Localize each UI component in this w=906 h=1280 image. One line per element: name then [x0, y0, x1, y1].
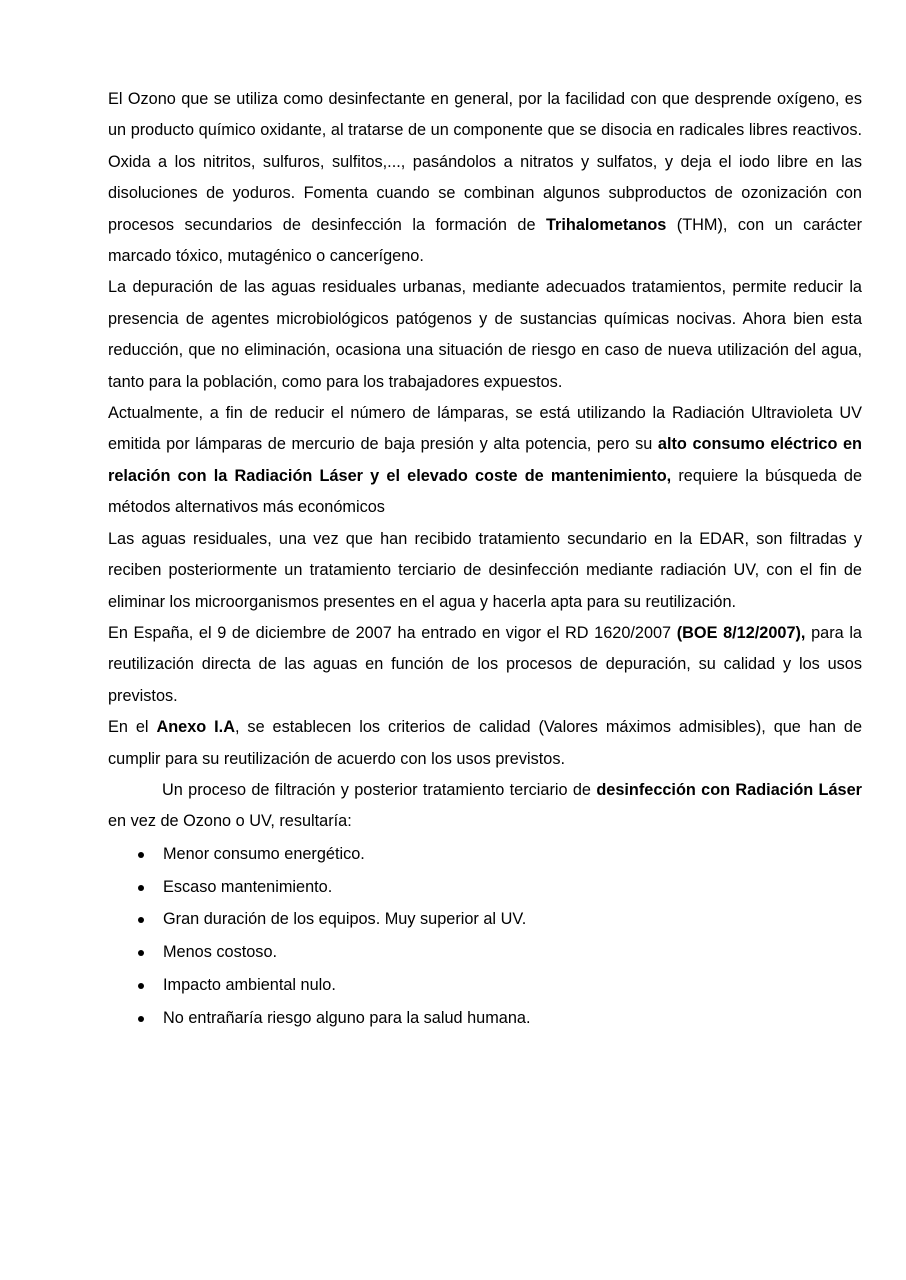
list-item — [108, 937, 862, 970]
bold-boe-reference: (BOE 8/12/2007), — [676, 623, 806, 642]
text-run: requiere la búsqueda de métodos alternativos más económicos — [108, 466, 862, 517]
text-run: para la reutilización directa de las aguas en función de los procesos de depuración, su calidad y los usos previstos. — [108, 623, 862, 705]
paragraph-espana — [108, 618, 862, 712]
text-run: , se establecen los criterios de calidad (Valores máximos admisibles), que han de cumplir para su reutilización de acuerdo con los usos previstos. — [108, 718, 863, 768]
bullet-icon — [138, 1016, 144, 1022]
list-item-text: Impacto ambiental nulo. — [163, 975, 336, 994]
list-item-text: Menor consumo energético. — [163, 844, 365, 863]
paragraph-aguas-residuales — [108, 524, 862, 618]
text-run: Actualmente, a fin de reducir el número de lámparas, se está utilizando la Radiación Ultravioleta UV emitida por lámparas de mercurio de baja presión y alta potencia, pero su — [108, 404, 862, 454]
list-item-text: No entrañaría riesgo alguno para la salud humana. — [163, 1008, 531, 1027]
bold-emphasis-consumo: alto consumo eléctrico en relación con la Radiación Láser y el elevado coste de mantenimiento, — [108, 435, 863, 485]
bold-term-trihalometanos: Trihalometanos — [546, 215, 667, 234]
list-item — [108, 904, 862, 937]
text-run: La depuración de las aguas residuales urbanas, mediante adecuados tratamientos, permite reducir la presencia de agentes microbiológicos patógenos y de sustancias químicas nocivas. Ahora bien esta reducción, que no eliminación, ocasiona una situación de riesgo en caso de nueva utilización del agua, tanto para la población, como para los trabajadores expuestos. — [108, 278, 862, 391]
list-item — [108, 839, 862, 872]
text-run: En el — [108, 718, 157, 737]
bullet-icon — [138, 885, 144, 891]
text-run: en vez de Ozono o UV, resultaría: — [108, 812, 352, 831]
text-run: En España, el 9 de diciembre de 2007 ha entrado en vigor el RD 1620/2007 — [108, 623, 677, 642]
paragraph-proceso — [108, 775, 862, 838]
paragraph-actualmente — [108, 398, 862, 524]
text-run: (THM), con un carácter marcado tóxico, mutagénico o cancerígeno. — [108, 215, 862, 266]
paragraph-depuracion — [108, 272, 862, 398]
paragraph-ozono — [108, 84, 862, 272]
list-item-text: Menos costoso. — [163, 943, 278, 962]
bullet-icon — [138, 852, 144, 858]
list-item-text: Escaso mantenimiento. — [163, 877, 333, 896]
bold-desinfeccion-laser: desinfección con Radiación Láser — [596, 780, 862, 799]
list-item-text: Gran duración de los equipos. Muy superior al UV. — [163, 910, 527, 929]
text-run: Un proceso de filtración y posterior tratamiento terciario de — [162, 780, 597, 799]
bullet-icon — [138, 950, 144, 956]
benefits-list — [108, 839, 862, 1036]
list-item — [108, 872, 862, 905]
bullet-icon — [138, 983, 144, 989]
text-run: El Ozono que se utiliza como desinfectante en general, por la facilidad con que desprende oxígeno, es un producto químico oxidante, al tratarse de un componente que se disocia en radicales libres reactivos. Oxida a los nitritos, sulfuros, sulfitos,..., pasándolos a nitratos y sulfatos, y deja el iodo libre en las disoluciones de yoduros. Fomenta cuando se combinan algunos subproductos de ozonización con procesos secundarios de desinfección la formación de — [108, 90, 862, 234]
bold-anexo-reference: Anexo I.A — [156, 718, 235, 737]
bullet-icon — [138, 917, 144, 923]
document-page — [108, 84, 862, 1036]
paragraph-anexo — [108, 712, 862, 775]
list-item — [108, 1003, 862, 1036]
text-run: Las aguas residuales, una vez que han recibido tratamiento secundario en la EDAR, son filtradas y reciben posteriormente un tratamiento terciario de desinfección mediante radiación UV, con el fin de eliminar los microorganismos presentes en el agua y hacerla apta para su reutilización. — [108, 529, 862, 611]
list-item — [108, 970, 862, 1003]
